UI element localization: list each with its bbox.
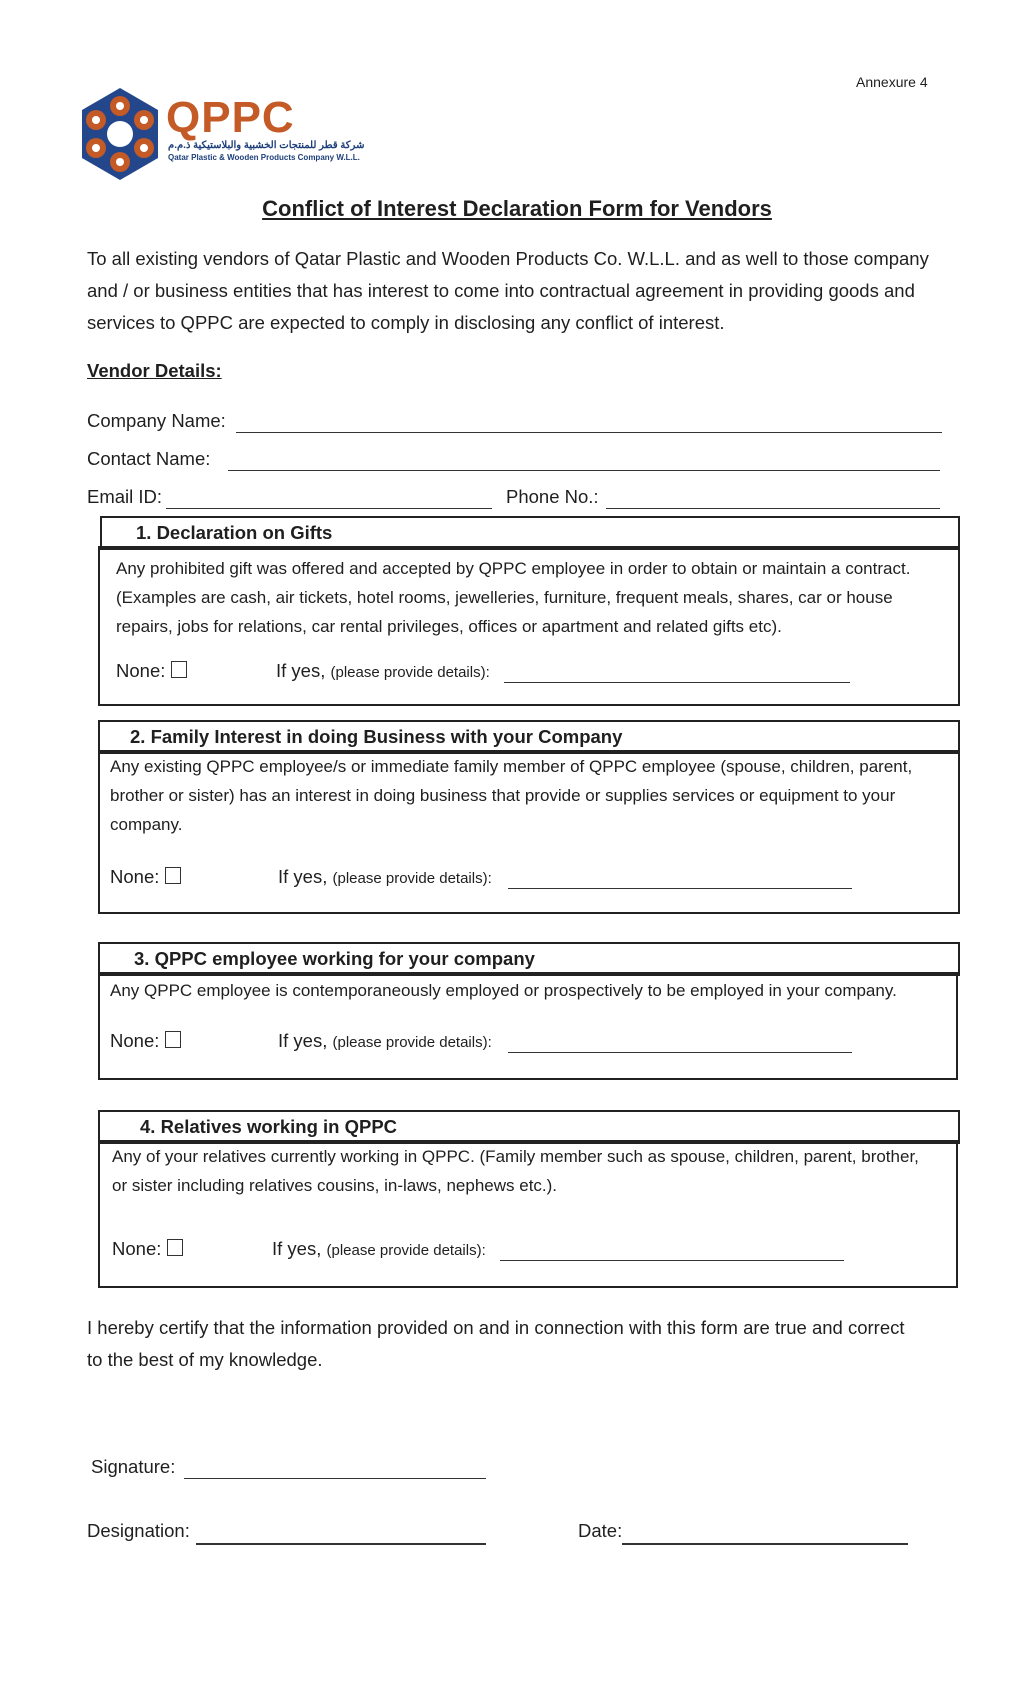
details-label: (please provide details): xyxy=(330,664,490,681)
details-label: (please provide details): xyxy=(332,870,492,887)
if-yes-label: If yes, xyxy=(272,1238,322,1259)
section-3-header-box xyxy=(98,942,960,976)
section-3-body-box xyxy=(98,972,958,1080)
certification-paragraph xyxy=(87,1312,967,1376)
section-heading: 3. QPPC employee working for your company xyxy=(134,948,535,969)
certification-line: I hereby certify that the information provided on and in connection with this form are true and correct xyxy=(87,1317,905,1338)
date-field[interactable] xyxy=(622,1543,908,1545)
section-body-line: repairs, jobs for relations, car rental privileges, offices or apartment and related gifts etc). xyxy=(116,617,782,636)
section-body-line: Any existing QPPC employee/s or immediate family member of QPPC employee (spouse, children, parent, xyxy=(110,757,913,776)
details-field[interactable] xyxy=(508,1052,852,1053)
section-body-line: Any of your relatives currently working in QPPC. (Family member such as spouse, children, parent, brother, xyxy=(112,1147,919,1166)
section-body-line: brother or sister) has an interest in doing business that provide or supplies services or equipment to your xyxy=(110,786,896,805)
logo-arabic-name: شركة قطر للمنتجات الخشبية والبلاستيكية ذ.م.م xyxy=(168,140,365,151)
section-2-header-box xyxy=(98,720,960,754)
section-body-line: company. xyxy=(110,815,183,834)
phone-field[interactable] xyxy=(606,508,940,509)
company-name-field[interactable] xyxy=(236,432,942,433)
if-yes-row xyxy=(278,866,492,888)
section-4-header-box xyxy=(98,1110,960,1144)
none-label: None: xyxy=(110,866,160,887)
none-option xyxy=(110,866,181,888)
none-checkbox[interactable] xyxy=(167,1239,183,1256)
email-label: Email ID: xyxy=(87,486,163,507)
if-yes-row xyxy=(272,1238,486,1260)
intro-line: and / or business entities that has interest to come into contractual agreement in providing goods and xyxy=(87,280,915,301)
section-4-text xyxy=(112,1142,952,1200)
intro-line: services to QPPC are expected to comply in disclosing any conflict of interest. xyxy=(87,312,725,333)
none-label: None: xyxy=(112,1238,162,1259)
designation-label: Designation: xyxy=(87,1520,190,1541)
section-1-header-box xyxy=(100,516,960,550)
none-checkbox[interactable] xyxy=(165,1031,181,1048)
annexure-label: Annexure 4 xyxy=(856,74,928,90)
section-heading: 1. Declaration on Gifts xyxy=(136,522,333,543)
section-body-line: Any prohibited gift was offered and accepted by QPPC employee in order to obtain or maintain a contract. xyxy=(116,559,911,578)
none-checkbox[interactable] xyxy=(171,661,187,678)
logo-wordmark: QPPC xyxy=(166,93,295,142)
contact-name-label: Contact Name: xyxy=(87,448,211,469)
details-field[interactable] xyxy=(504,682,850,683)
section-2-text xyxy=(110,752,952,839)
intro-line: To all existing vendors of Qatar Plastic and Wooden Products Co. W.L.L. and as well to those company xyxy=(87,248,929,269)
section-1-body-box xyxy=(98,546,960,706)
details-label: (please provide details): xyxy=(326,1242,486,1259)
if-yes-label: If yes, xyxy=(278,866,328,887)
signature-label: Signature: xyxy=(91,1456,176,1477)
none-option xyxy=(112,1238,183,1260)
email-field[interactable] xyxy=(166,508,492,509)
none-checkbox[interactable] xyxy=(165,867,181,884)
none-option xyxy=(116,660,187,682)
section-3-text xyxy=(110,976,950,1005)
details-field[interactable] xyxy=(500,1260,844,1261)
designation-field[interactable] xyxy=(196,1543,486,1545)
signature-field[interactable] xyxy=(184,1478,486,1479)
vendor-details-heading: Vendor Details: xyxy=(87,360,222,381)
details-label: (please provide details): xyxy=(332,1034,492,1051)
date-label: Date: xyxy=(578,1520,623,1541)
section-heading: 2. Family Interest in doing Business with your Company xyxy=(130,726,623,747)
section-heading: 4. Relatives working in QPPC xyxy=(140,1116,398,1137)
section-body-line: Any QPPC employee is contemporaneously employed or prospectively to be employed in your company. xyxy=(110,981,897,1000)
section-body-line: (Examples are cash, air tickets, hotel rooms, jewelleries, furniture, frequent meals, shares, car or house xyxy=(116,588,893,607)
contact-name-field[interactable] xyxy=(228,470,940,471)
certification-line: to the best of my knowledge. xyxy=(87,1349,323,1370)
section-body-line: or sister including relatives cousins, in-laws, nephews etc.). xyxy=(112,1176,558,1195)
section-4-body-box xyxy=(98,1140,958,1288)
none-label: None: xyxy=(116,660,166,681)
details-field[interactable] xyxy=(508,888,852,889)
none-label: None: xyxy=(110,1030,160,1051)
company-name-label: Company Name: xyxy=(87,410,226,431)
section-1-text xyxy=(116,554,950,641)
intro-paragraph xyxy=(87,243,967,339)
form-title: Conflict of Interest Declaration Form for Vendors xyxy=(262,196,772,221)
if-yes-label: If yes, xyxy=(278,1030,328,1051)
if-yes-label: If yes, xyxy=(276,660,326,681)
none-option xyxy=(110,1030,181,1052)
qppc-logo-icon xyxy=(72,84,168,184)
logo-english-name: Qatar Plastic & Wooden Products Company W.L.L. xyxy=(168,153,360,162)
section-2-body-box xyxy=(98,750,960,914)
phone-label: Phone No.: xyxy=(506,486,599,507)
if-yes-row xyxy=(278,1030,492,1052)
if-yes-row xyxy=(276,660,490,682)
